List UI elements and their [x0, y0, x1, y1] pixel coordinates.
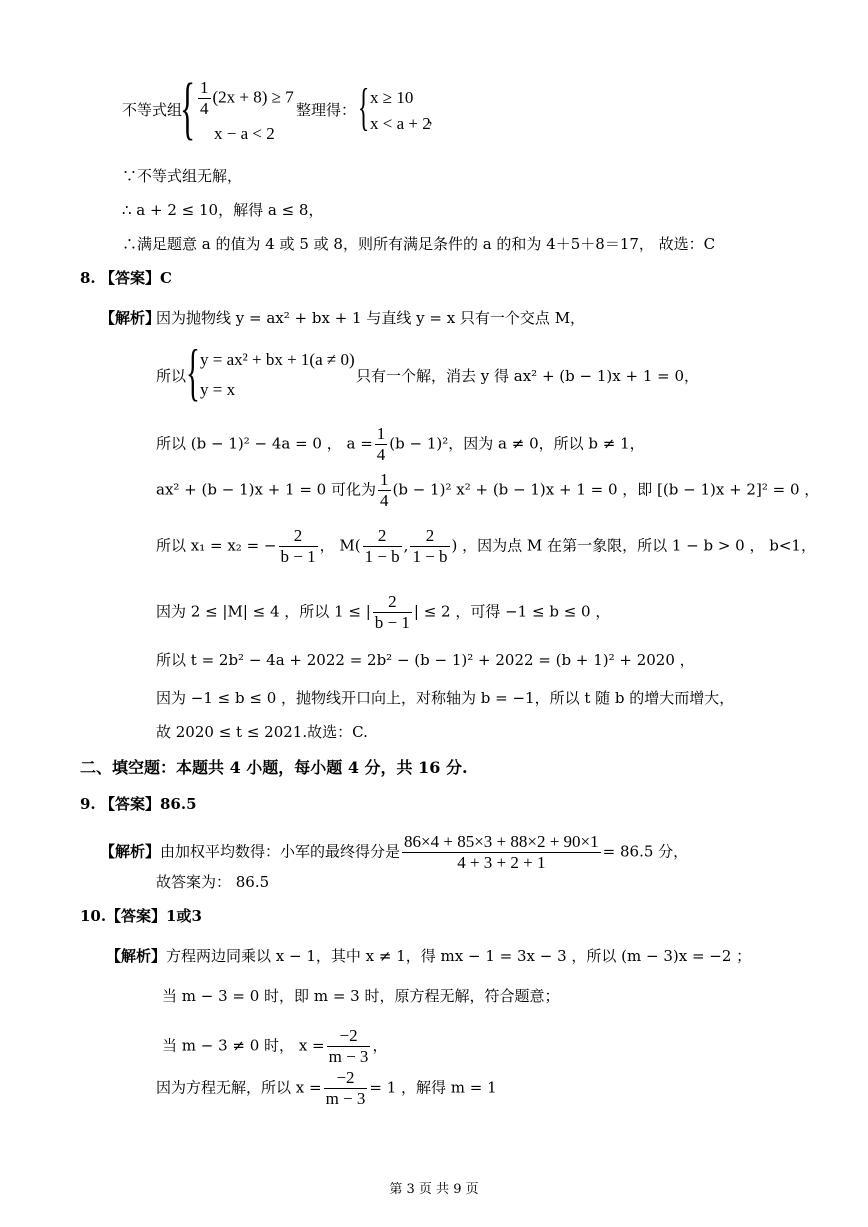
- q7-comma: ，: [428, 109, 444, 127]
- q7-sys2-row2: x < a + 2: [370, 114, 431, 133]
- q7-simplify-label: 整理得：: [296, 101, 357, 119]
- q7-sys2-row1: x ≥ 10: [370, 88, 414, 107]
- q7-conclusion: ∴满足题意 a 的值为 4 或 5 或 8，则所有满足条件的 a 的和为 4＋5＋8＝17， 故选：C: [122, 235, 716, 253]
- q9-line2: 故答案为： 86.5: [156, 873, 270, 891]
- q8-line9: 故 2020 ≤ t ≤ 2021.故选：C.: [156, 723, 368, 741]
- q8-answer: 【答案】C: [100, 269, 172, 287]
- q8-sys-row2: y = x: [200, 380, 236, 399]
- q10-number: 10.: [80, 907, 107, 925]
- q10-answer: 【答案】1或3: [106, 907, 202, 925]
- q7-no-solution: ∵不等式组无解，: [122, 167, 243, 185]
- q8-line6: 因为 2 ≤ |M| ≤ 4 ，所以 1 ≤ | $\frac{2}{b - 1}$ | ≤ 2 ，可得 −1 ≤ b ≤ 0 ，: [156, 592, 611, 632]
- q8-line2-prefix: 所以: [156, 367, 187, 385]
- q10-analysis-label: 【解析】: [106, 947, 167, 965]
- q8-line4: ax² + (b − 1)x + 1 = 0 可化为 $\frac{1}{4}$ (b − 1)² x² + (b − 1)x + 1 = 0 ，即 [(b − 1)x + 2]² = 0 ，: [156, 470, 820, 510]
- q9-answer: 【答案】86.5: [100, 795, 197, 813]
- q10-line2: 当 m − 3 = 0 时，即 m = 3 时，原方程无解，符合题意；: [162, 987, 560, 1005]
- q7-sys1-row1: $\frac{1}{4}$ (2x + 8) ≥ 7: [200, 78, 294, 118]
- q8-line2-suffix: 只有一个解，消去 y 得 ax² + (b − 1)x + 1 = 0，: [356, 367, 700, 385]
- q8-line1: 因为抛物线 y = ax² + bx + 1 与直线 y = x 只有一个交点 M，: [156, 309, 586, 327]
- q7-system-label: 不等式组: [122, 101, 183, 119]
- page-number: 第 3 页 共 9 页: [389, 1182, 479, 1197]
- q8-sys-row1: y = ax² + bx + 1(a ≠ 0): [200, 350, 355, 369]
- q7-inequality: ∴ a + 2 ≤ 10，解得 a ≤ 8，: [122, 201, 324, 219]
- brace-3: {: [186, 336, 200, 407]
- q8-line3: 所以 (b − 1)² − 4a = 0 ， a = $\frac{1}{4}$ (b − 1)²，因为 a ≠ 0，所以 b ≠ 1，: [156, 424, 645, 464]
- q8-analysis-label: 【解析】: [100, 309, 161, 327]
- q10-line4: 因为方程无解，所以 x = $\frac{-2}{m - 3}$ = 1 ，解得 m = 1: [156, 1068, 497, 1108]
- q8-line8: 因为 −1 ≤ b ≤ 0 ，抛物线开口向上，对称轴为 b = −1，所以 t 随 b 的增大而增大，: [156, 689, 735, 707]
- brace-2: {: [358, 79, 370, 136]
- q7-sys1-row2: x − a < 2: [214, 124, 275, 143]
- q8-line7: 所以 t = 2b² − 4a + 2022 = 2b² − (b − 1)² + 2022 = (b + 1)² + 2020 ，: [156, 651, 695, 669]
- q9-number: 9.: [80, 795, 96, 813]
- section-heading: 二、填空题：本题共 4 小题，每小题 4 分，共 16 分.: [80, 758, 468, 777]
- q10-line3: 当 m − 3 ≠ 0 时， x = $\frac{-2}{m - 3}$ ，: [162, 1026, 388, 1066]
- q10-line1: 【解析】方程两边同乘以 x − 1，其中 x ≠ 1，得 mx − 1 = 3x − 3 ，所以 (m − 3)x = −2 ；: [106, 947, 752, 965]
- q8-line5: 所以 x₁ = x₂ = − $\frac{2}{b - 1}$ ， M( $\frac{2}{1 - b}$ , $\frac{2}{1 - b}$ ) ，因为点 M 在第一象限，所以 1 − b > 0 ， b<1，: [156, 526, 816, 566]
- q8-number: 8.: [80, 269, 96, 287]
- brace-1: {: [180, 70, 196, 147]
- q9-analysis-label: 【解析】: [100, 842, 161, 861]
- q9-line1: 【解析】由加权平均数得：小军的最终得分是 $\frac{86\times 4 + 85\times 3 + 88\times 2 + 90\times 1}{4 + 3 + 2 + 1}$ = 86.5 分，: [100, 832, 689, 872]
